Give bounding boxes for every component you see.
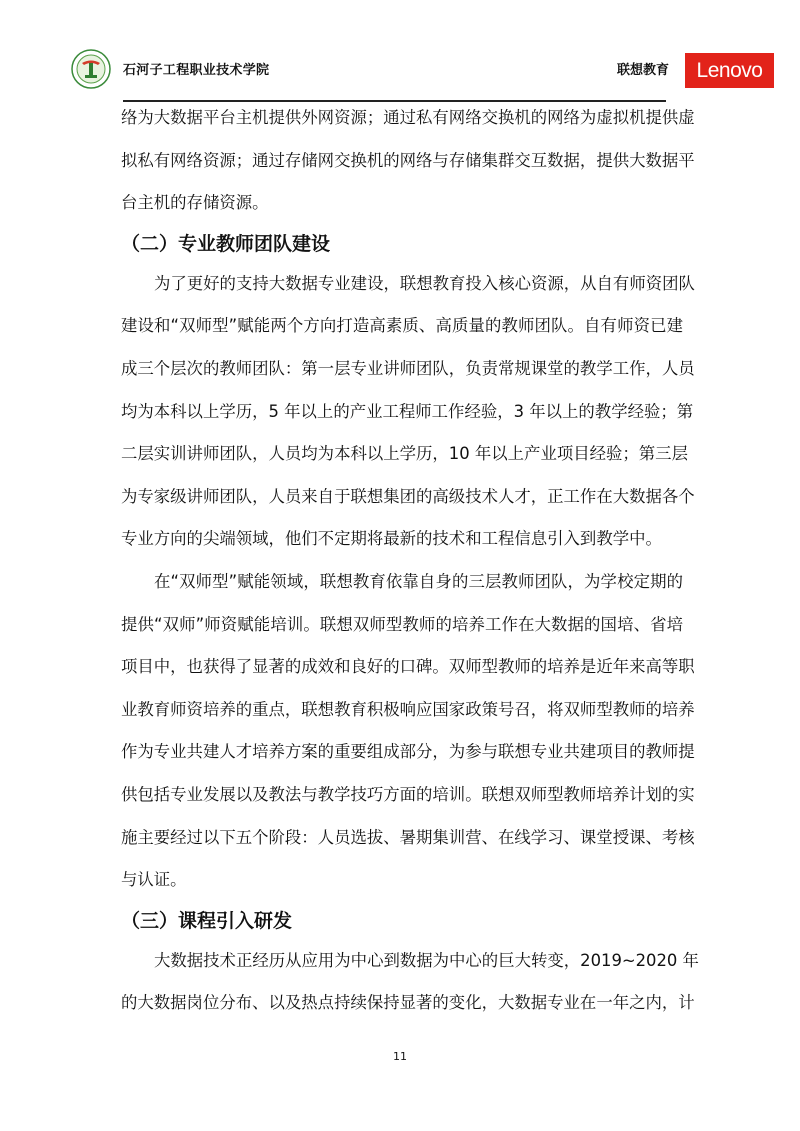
lenovo-logo: Lenovo	[685, 53, 774, 88]
text-line: 专业方向的尖端领域，他们不定期将最新的技术和工程信息引入到教学中。	[121, 529, 662, 549]
section-heading: （三）课程引入研发	[121, 909, 293, 932]
document-body	[121, 97, 699, 1025]
text-line: 成三个层次的教师团队：第一层专业讲师团队，负责常规课堂的教学工作，人员	[121, 358, 695, 378]
text-line: 与认证。	[121, 870, 187, 890]
text-line: 作为专业共建人才培养方案的重要组成部分，为参与联想专业共建项目的教师提	[121, 742, 695, 762]
text-line: 二层实训讲师团队，人员均为本科以上学历，10 年以上产业项目经验；第三层	[121, 444, 688, 464]
text-line: 的大数据岗位分布、以及热点持续保持显著的变化，大数据专业在一年之内，计	[121, 993, 695, 1013]
page-number: 11	[393, 1050, 407, 1063]
text-line: 业教育师资培养的重点，联想教育积极响应国家政策号召，将双师型教师的培养	[121, 699, 695, 719]
text-line: 项目中，也获得了显著的成效和良好的口碑。双师型教师的培养是近年来高等职	[121, 657, 695, 677]
paragraph	[121, 940, 699, 1025]
text-line: 大数据技术正经历从应用为中心到数据为中心的巨大转变，2019~2020 年	[154, 950, 699, 970]
text-line: 为专家级讲师团队，人员来自于联想集团的高级技术人才，正工作在大数据各个	[121, 486, 695, 506]
school-logo-icon	[71, 49, 111, 89]
text-line: 提供“双师”师资赋能培训。联想双师型教师的培养工作在大数据的国培、省培	[121, 614, 683, 634]
paragraph	[121, 263, 695, 561]
text-line: 为了更好的支持大数据专业建设，联想教育投入核心资源，从自有师资团队	[154, 273, 695, 293]
text-line: 供包括专业发展以及教法与教学技巧方面的培训。联想双师型教师培养计划的实	[121, 784, 695, 804]
text-line: 拟私有网络资源；通过存储网交换机的网络与存储集群交互数据，提供大数据平	[121, 150, 695, 170]
text-line: 施主要经过以下五个阶段：人员选拔、暑期集训营、在线学习、课堂授课、考核	[121, 827, 695, 847]
text-line: 络为大数据平台主机提供外网资源；通过私有网络交换机的网络为虚拟机提供虚	[121, 108, 695, 127]
text-line: 在“双师型”赋能领域，联想教育依靠自身的三层教师团队，为学校定期的	[154, 571, 683, 591]
org-name: 联想教育	[617, 63, 670, 78]
text-line: 台主机的存储资源。	[121, 193, 269, 213]
paragraph	[121, 561, 695, 902]
text-line: 均为本科以上学历，5 年以上的产业工程师工作经验，3 年以上的教学经验；第	[121, 401, 694, 421]
section-heading: （二）专业教师团队建设	[121, 232, 331, 255]
paragraph	[121, 97, 695, 225]
text-line: 建设和“双师型”赋能两个方向打造高素质、高质量的教师团队。自有师资已建	[121, 316, 683, 336]
school-name: 石河子工程职业技术学院	[123, 63, 270, 78]
